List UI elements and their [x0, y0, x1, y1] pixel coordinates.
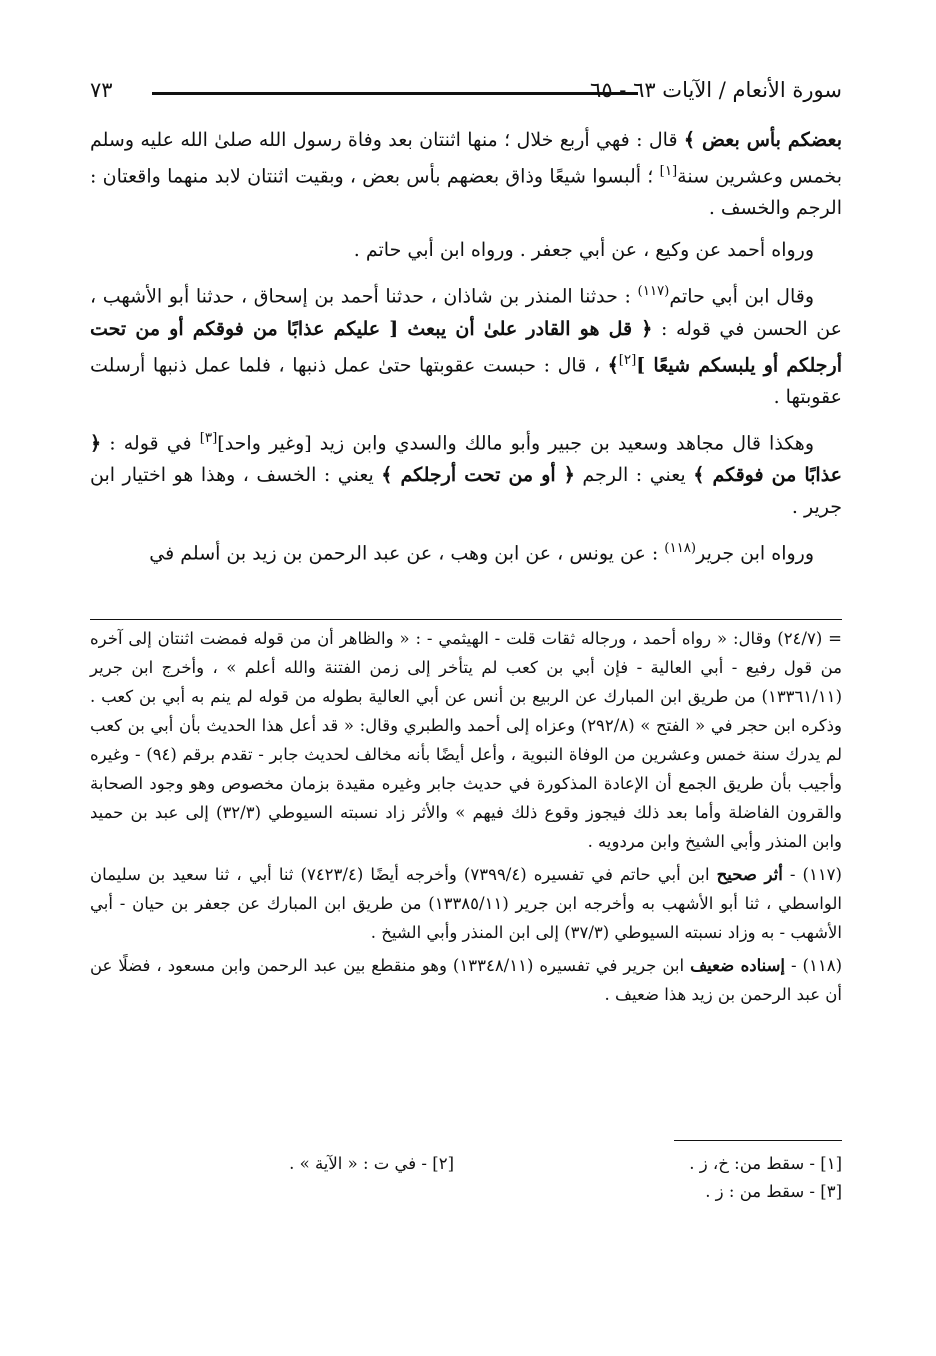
text-run: وقال ابن أبي حاتم	[669, 285, 815, 308]
commentary-notes	[90, 624, 842, 1013]
text-run: يعني : الخسف ، وهذا هو اختيار ابن جرير .	[90, 464, 842, 519]
emphasized-text: إسناده ضعيف	[690, 956, 785, 975]
emphasized-text: ﴾	[607, 353, 619, 376]
text-run: قال : فهي أربع خلال ؛ منها اثنتان بعد وفاة رسول الله صلىٰ الله عليه وسلم بخمس وعشرين سنة	[90, 129, 842, 188]
text-run: (١١٧) -	[782, 865, 842, 884]
reference-marker: [٢]	[618, 352, 637, 368]
text-run: ورواه ابن جرير	[696, 542, 814, 565]
emphasized-text: ﴿ قل هو القادر علىٰ أن يبعث [ عليكم عذابًا من فوقكم أو من تحت أرجلكم أو يلبسكم شيعًا ]	[90, 317, 842, 376]
surah-heading: سورة الأنعام / الآيات ٦٣ - ٦٥	[590, 78, 842, 102]
footnote: [٣] - سقط من : ز .	[705, 1182, 842, 1201]
text-run: (١١٨) -	[785, 956, 842, 975]
text-run: ورواه أحمد عن وكيع ، عن أبي جعفر . ورواه ابن أبي حاتم .	[353, 239, 814, 262]
text-run: ، قال : حبست عقوبتها حتىٰ عمل ذنبها ، فلما عمل ذنبها أرسلت عقوبتها .	[90, 353, 842, 408]
reference-marker: [٣]	[199, 430, 218, 446]
text-separator	[90, 619, 842, 620]
text-run: وهكذا قال مجاهد وسعيد بن جبير وأبو مالك والسدي وابن زيد [وغير واحد]	[217, 432, 814, 455]
paragraph	[90, 124, 842, 224]
paragraph	[90, 276, 842, 413]
main-text	[90, 124, 842, 580]
emphasized-text: ﴿ أو من تحت أرجلكم ﴾	[381, 464, 575, 487]
paragraph	[90, 533, 842, 569]
note	[90, 860, 842, 947]
reference-marker: (١١٧)	[637, 284, 670, 300]
text-run: : حدثنا المنذر بن شاذان ، حدثنا أحمد بن إسحاق ، حدثنا أبو الأشهب ، عن الحسن في قوله :	[90, 285, 842, 340]
page	[90, 0, 842, 1356]
note	[90, 951, 842, 1009]
footnote-rule	[674, 1140, 842, 1141]
paragraph	[90, 423, 842, 523]
text-run: في قوله :	[101, 432, 200, 455]
text-run: : عن يونس ، عن ابن وهب ، عن عبد الرحمن بن زيد بن أسلم في	[149, 542, 665, 565]
footnote: [٢] - في ت : « الآية » .	[289, 1154, 454, 1173]
text-run: ابن أبي حاتم في تفسيره (٧٣٩٩/٤) وأخرجه أيضًا (٧٤٢٣/٤) ثنا أبي ، ثنا سعيد بن سليمان الواسطي ، ثنا أبو الأشهب به وأخرجه ابن جرير (١٣٣٨٥/١١) من طريق ابن المبارك عن جعفر بن حيان - أبي الأشهب - به وزاد نسبته السيوطي (٣٧/٣) إلى ابن المنذر وأبي الشيخ .	[90, 865, 842, 942]
header-rule	[152, 92, 638, 95]
page-number: ٧٣	[90, 78, 113, 102]
page-header	[90, 78, 842, 118]
text-run: ابن جرير في تفسيره (١٣٣٤٨/١١) وهو منقطع بين عبد الرحمن وابن مسعود ، فضلًا عن أن عبد الرحمن بن زيد هذا ضعيف .	[90, 956, 842, 1004]
note	[90, 624, 842, 856]
paragraph	[90, 234, 842, 266]
text-run: يعني : الرجم	[574, 464, 694, 487]
reference-marker: (١١٨)	[664, 541, 697, 557]
emphasized-text: أثر صحيح	[716, 865, 783, 884]
text-run: ؛ ألبسوا شيعًا وذاق بعضهم بأس بعض ، وبقيت اثنتان لابد منهما واقعتان : الرجم والخسف .	[90, 165, 842, 220]
footnote: [١] - سقط من: خ، ز .	[689, 1154, 842, 1173]
emphasized-text: بعضكم بأس بعض ﴾	[683, 129, 842, 151]
emphasized-text: ﴿ عذابًا من فوقكم ﴾	[90, 432, 843, 487]
text-run: = (٢٤/٧) وقال: « رواه أحمد ، ورجاله ثقات قلت - الهيثمي - : « والظاهر أن من قوله فمضت اثنتان إلى آخره من قول رفيع - أبي العالية - فإن أبي بن كعب لم يتأخر إلى زمن الفتنة والله أعلم » ، وأخرج ابن جرير (١٣٣٦١/١١) من طريق ابن المبارك عن الربيع بن أنس عن أبي العالية بطوله من قوله لم ينم به أبي بن كعب . وذكره ابن حجر في « الفتح » (٢٩٢/٨) وعزاه إلى أحمد والطبري وقال: « قد أعل هذا الحديث بأن أبي بن كعب لم يدرك سنة خمس وعشرين من الوفاة النبوية ، وأعل أيضًا بأنه مخالف لحديث جابر - تقدم برقم (٩٤) - وغيره وأجيب بأن طريق الجمع أن الإعادة المذكورة في حديث جابر وغيره مقيدة بزمان مخصوص وهو وجود الصحابة والقرون الفاضلة وأما بعد ذلك فيجوز وقوع ذلك فيهم » والأثر زاد نسبته السيوطي (٣٢/٣) إلى عبد بن حميد وابن المنذر وأبي الشيخ وابن مردويه .	[90, 629, 842, 851]
reference-marker: [١]	[659, 164, 678, 179]
